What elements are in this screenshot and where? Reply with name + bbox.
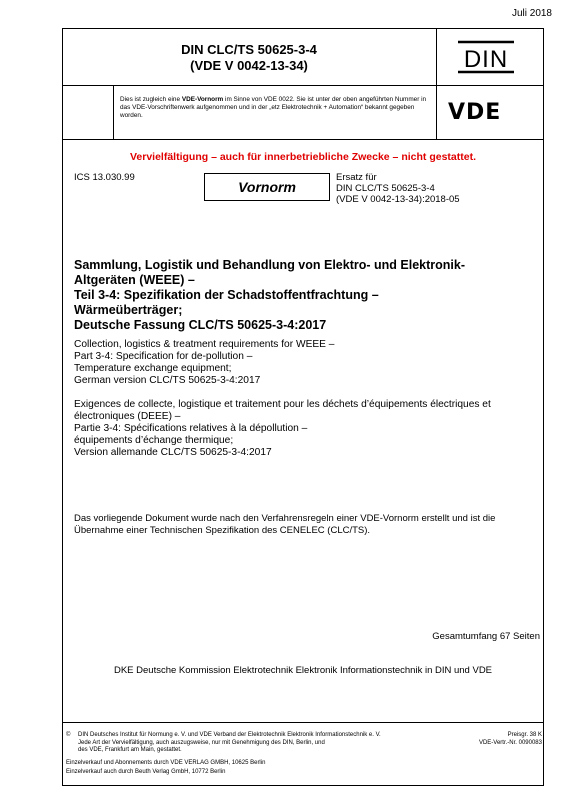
replaces-line-1: DIN CLC/TS 50625-3-4 [336,183,435,194]
title-english-line: German version CLC/TS 50625-3-4:2017 [74,375,261,386]
title-german [74,258,514,333]
notice-suffix: im Sinne von VDE 0022. Sie ist unter der oben angeführten Nummer in das VDE-Vorschriftenwerk aufgenommen und in der „etz Elektrotechnik + Automation“ bekannt gegeben worden. [120,96,427,119]
title-english-line: Part 3-4: Specification for de-pollution – [74,351,253,362]
standard-number [62,42,436,74]
copyright-notice [66,732,456,755]
copyright-line: des VDE, Frankfurt am Main, gestattet. [78,747,182,754]
title-french-line: équipements d’échange thermique; [74,435,234,446]
din-logo [456,40,516,74]
title-french-line: électroniques (DEEE) – [74,411,181,422]
status-box: Vornorm [204,173,330,201]
title-french-line: Exigences de collecte, logistique et traitement pour les déchets d’équipements électriques et [74,399,491,410]
logo-column-divider [436,28,437,139]
title-english-line: Temperature exchange equipment; [74,363,232,374]
footer-divider [62,722,544,723]
header-bottom-divider [62,139,544,140]
title-french-line: Version allemande CLC/TS 50625-3-4:2017 [74,447,272,458]
standard-number-din: DIN CLC/TS 50625-3-4 [181,42,317,57]
replaces-label: Ersatz für [336,172,377,183]
sales-info [66,759,265,777]
dke-line: DKE Deutsche Kommission Elektrotechnik Elektronik Informationstechnik in DIN und VDE [113,665,493,676]
copyright-line: Jede Art der Vervielfältigung, auch auszugsweise, nur mit Genehmigung des DIN, Berlin, und [78,739,325,746]
notice-left-divider [113,85,114,139]
total-pages: Gesamtumfang 67 Seiten [432,631,540,642]
issue-date: Juli 2018 [511,8,552,19]
intro-paragraph: Das vorliegende Dokument wurde nach den Verfahrensregeln einer VDE-Vornorm erstellt und ist die Übernahme einer Technischen Spezifikation des CENELEC (CLC/TS). [74,513,496,536]
title-german-line: Altgeräten (WEEE) – [74,273,195,287]
copyright-line: DIN Deutsches Institut für Normung e. V. und VDE Verband der Elektrotechnik Elektronik Informationstechnik e. V. [78,732,381,738]
notice-bold: VDE-Vornorm [181,96,224,103]
title-french-line: Partie 3-4: Spécifications relatives à la dépollution – [74,423,308,434]
title-german-line: Wärmeüberträger; [74,303,183,317]
replaces-line-2: (VDE V 0042-13-34):2018-05 [336,194,460,205]
ics-code: ICS 13.030.99 [74,172,135,183]
replaces-info [336,172,460,205]
vde-order-number: VDE-Vertr.-Nr. 0090083 [478,739,542,746]
svg-text:DIN: DIN [463,46,509,73]
vde-logo: VDE [448,100,502,125]
sales-line: Einzelverkauf auch durch Beuth Verlag GmbH, 10772 Berlin [66,769,226,775]
sales-line: Einzelverkauf und Abonnements durch VDE VERLAG GMBH, 10625 Berlin [66,760,266,766]
price-info [479,732,542,747]
standard-number-vde: (VDE V 0042-13-34) [190,58,308,73]
reproduction-warning: Vervielfältigung – auch für innerbetriebliche Zwecke – nicht gestattet. [129,151,476,163]
title-german-line: Sammlung, Logistik und Behandlung von Elektro- und Elektronik- [74,258,465,272]
title-german-line: Teil 3-4: Spezifikation der Schadstoffentfrachtung – [74,288,379,302]
copyright-symbol: © [66,732,71,738]
notice-prefix: Dies ist zugleich eine [120,96,182,103]
header-divider [62,85,544,86]
title-french [74,399,529,459]
title-english-line: Collection, logistics & treatment requirements for WEEE – [74,339,335,350]
price-group: Preisgr. 38 K [507,732,542,738]
vde-notice [120,96,438,120]
title-german-line: Deutsche Fassung CLC/TS 50625-3-4:2017 [74,318,327,332]
title-english [74,339,514,387]
